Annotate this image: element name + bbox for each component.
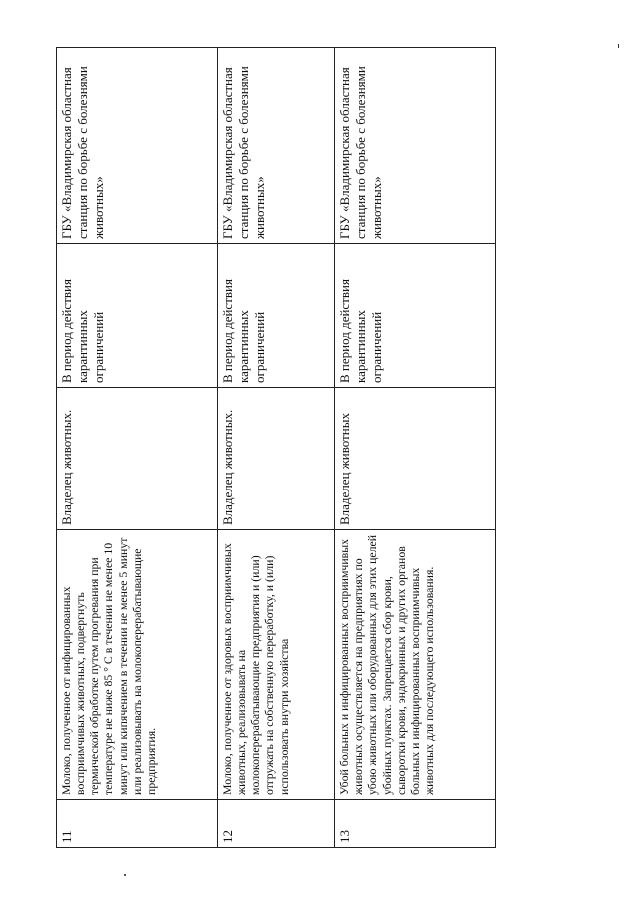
- measure-description: Убой больных и инфицированных восприимчивых животных осуществляется на предприятиях по убою животных или оборудованных для этих целей убойных пунктах. Запрещается сбор крови, сыворотки крови, эндокринных и других органов больных и инфицированных восприимчивых животных для последующего использования.: [335, 530, 496, 800]
- execution-term: В период действия карантинных ограничений: [335, 244, 496, 388]
- table-row: [335, 48, 496, 848]
- table-row: [57, 48, 218, 848]
- measure-description: Молоко, полученное от здоровых восприимчивых животных, реализовывать на молокоперерабатывающие предприятия и (или) отгружать на собственную переработку, и (или) использовать внутри хозяйства: [217, 530, 334, 800]
- responsible-party: Владелец животных: [335, 388, 496, 530]
- measure-description: Молоко, полученное от инфицированных восприимчивых животных, подвергнуть термической обработке путем прогревания при температуре не ниже 85 ° С в течении не менее 10 минут или кипячением в течении не менее 5 минут или реализовывать на молокоперерабатывающие предприятия.: [57, 530, 218, 800]
- row-number: 11: [57, 800, 218, 848]
- row-number: 13: [335, 800, 496, 848]
- responsible-party: Владелец животных.: [217, 388, 334, 530]
- execution-term: В период действия карантинных ограничений: [57, 244, 218, 388]
- rotated-table-wrapper: [56, 48, 496, 848]
- scan-speck: [124, 874, 126, 876]
- executing-organization: ГБУ «Владимирская областная станция по борьбе с болезнями животных»: [217, 48, 334, 244]
- executing-organization: ГБУ «Владимирская областная станция по борьбе с болезнями животных»: [335, 48, 496, 244]
- table-row: [217, 48, 334, 848]
- scan-mark: [618, 44, 619, 48]
- row-number: 12: [217, 800, 334, 848]
- measures-table: [56, 47, 496, 848]
- execution-term: В период действия карантинных ограничений: [217, 244, 334, 388]
- executing-organization: ГБУ «Владимирская областная станция по борьбе с болезнями животных»: [57, 48, 218, 244]
- responsible-party: Владелец животных.: [57, 388, 218, 530]
